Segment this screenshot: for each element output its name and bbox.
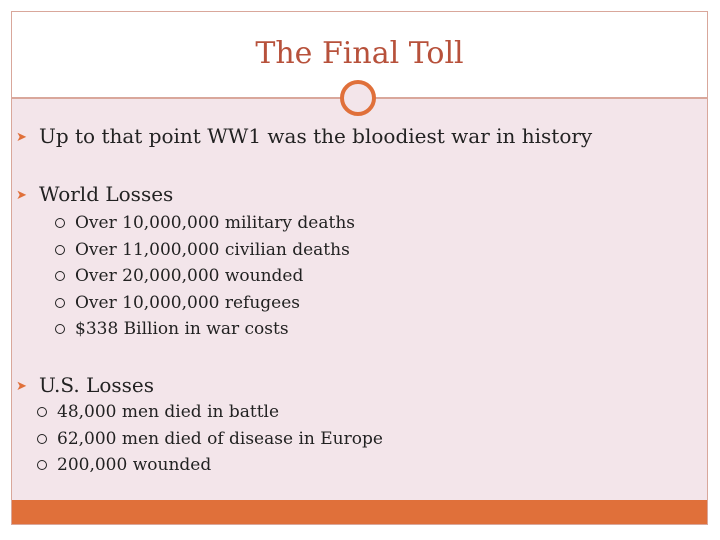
sub-bullet-item (55, 266, 303, 286)
sub-bullet-text: Over 20,000,000 wounded (75, 266, 304, 286)
sub-bullet-text: 62,000 men died of disease in Europe (57, 429, 383, 449)
circle-bullet-icon (55, 218, 65, 228)
circle-bullet-icon (55, 298, 65, 308)
bullet-text: World Losses (39, 182, 174, 206)
sub-bullet-text: $338 Billion in war costs (75, 319, 289, 339)
sub-bullet-item (37, 455, 211, 475)
bullet-item (16, 124, 592, 148)
sub-bullet-text: 48,000 men died in battle (57, 402, 280, 422)
bullet-item (16, 373, 154, 397)
sub-bullet-item (37, 402, 279, 422)
sub-bullet-text: 200,000 wounded (57, 455, 212, 475)
bullet-arrow-icon: ➤ (16, 188, 27, 203)
circle-bullet-icon (55, 245, 65, 255)
circle-bullet-icon (37, 407, 47, 417)
bullet-arrow-icon: ➤ (16, 379, 27, 394)
sub-bullet-text: Over 11,000,000 civilian deaths (75, 240, 350, 260)
bullet-item (16, 182, 173, 206)
sub-bullet-item (37, 429, 383, 449)
footer-bar (12, 500, 707, 524)
slide-title: The Final Toll (255, 36, 464, 71)
sub-bullet-item (55, 293, 300, 313)
circle-bullet-icon (55, 271, 65, 281)
circle-bullet-icon (55, 324, 65, 334)
circle-bullet-icon (37, 460, 47, 470)
sub-bullet-item (55, 213, 355, 233)
sub-bullet-text: Over 10,000,000 refugees (75, 293, 301, 313)
circle-bullet-icon (37, 434, 47, 444)
sub-bullet-item (55, 240, 350, 260)
sub-bullet-item (55, 319, 289, 339)
ring-ornament-icon (340, 80, 376, 116)
bullet-text: Up to that point WW1 was the bloodiest war in history (39, 124, 593, 148)
bullet-arrow-icon: ➤ (16, 130, 27, 145)
bullet-text: U.S. Losses (39, 373, 155, 397)
sub-bullet-text: Over 10,000,000 military deaths (75, 213, 355, 233)
